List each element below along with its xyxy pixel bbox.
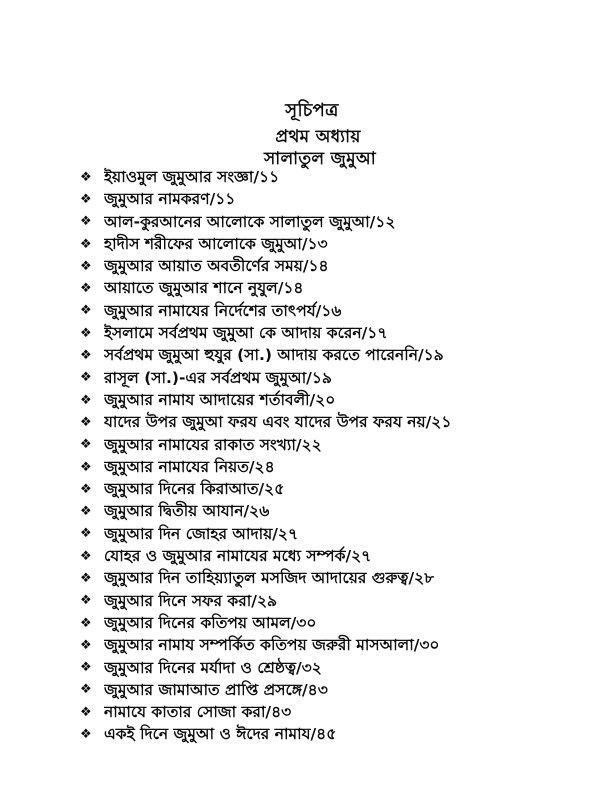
diamond-bullet-icon: ❖ (80, 348, 92, 364)
toc-entry (80, 723, 590, 745)
toc-entry-label: হাদীস শরীফের আলোকে জুমুআ/১৩ (104, 234, 328, 253)
toc-entry-label: জুমুআর দিনের মর্যাদা ও শ্রেষ্ঠত্ব/৩২ (104, 658, 322, 677)
toc-entry (80, 233, 590, 255)
toc-entry (80, 300, 590, 322)
toc-entry (80, 701, 590, 723)
toc-entry (80, 634, 590, 656)
toc-entry (80, 411, 590, 433)
toc-entry (80, 456, 590, 478)
toc-entry (80, 500, 590, 522)
toc-entry (80, 590, 590, 612)
diamond-bullet-icon: ❖ (80, 191, 92, 207)
toc-entry-label: জুমুআর দিন তাহিয়্যাতুল মসজিদ আদায়ের গুরুত্ব/২৮ (104, 569, 435, 588)
toc-entry (80, 434, 590, 456)
toc-entry-label: সর্বপ্রথম জুমুআ হুযুর (সা.) আদায় করতে পারেননি/১৯ (104, 346, 444, 365)
toc-entry-label: নামাযে কাতার সোজা করা/৪৩ (104, 703, 292, 722)
diamond-bullet-icon: ❖ (80, 660, 92, 676)
diamond-bullet-icon: ❖ (80, 258, 92, 274)
toc-entry-label: আয়াতে জুমুআর শানে নুযুল/১৪ (104, 279, 304, 298)
toc-entry-label: জুমুআর দিন জোহর আদায়/২৭ (104, 524, 299, 543)
toc-entry-label: জুমুআর দিনের কিরাআত/২৫ (104, 480, 285, 499)
toc-entry-label: ইয়াওমুল জুমুআর সংজ্ঞা/১১ (104, 168, 280, 186)
toc-entry (80, 612, 590, 634)
diamond-bullet-icon: ❖ (80, 169, 92, 185)
toc-entry (80, 567, 590, 589)
diamond-bullet-icon: ❖ (80, 727, 92, 743)
diamond-bullet-icon: ❖ (80, 214, 92, 230)
diamond-bullet-icon: ❖ (80, 325, 92, 341)
toc-entry (80, 679, 590, 701)
toc-entry-label: জুমুআর নামায সম্পর্কিত কতিপয় জরুরী মাসআলা/৩০ (104, 636, 440, 655)
diamond-bullet-icon: ❖ (80, 682, 92, 698)
toc-entry (80, 389, 590, 411)
toc-entry (80, 478, 590, 500)
toc-entry-label: যোহর ও জুমুআর নামাযের মধ্যে সম্পর্ক/২৭ (104, 547, 372, 566)
toc-entry (80, 657, 590, 679)
toc-entry-label: জুমুআর নামায আদায়ের শর্তাবলী/২০ (104, 390, 336, 409)
toc-entry (80, 545, 590, 567)
diamond-bullet-icon: ❖ (80, 437, 92, 453)
diamond-bullet-icon: ❖ (80, 704, 92, 720)
diamond-bullet-icon: ❖ (80, 504, 92, 520)
diamond-bullet-icon: ❖ (80, 615, 92, 631)
diamond-bullet-icon: ❖ (80, 414, 92, 430)
diamond-bullet-icon: ❖ (80, 570, 92, 586)
diamond-bullet-icon: ❖ (80, 370, 92, 386)
toc-entry (80, 255, 590, 277)
toc-entry (80, 322, 590, 344)
toc-entry-label: জুমুআর নামাযের রাকাত সংখ্যা/২২ (104, 435, 322, 454)
toc-entry (80, 523, 590, 545)
toc-entry (80, 277, 590, 299)
page-title: সূচিপত্র (285, 100, 339, 121)
toc-entry-label: রাসূল (সা.)-এর সর্বপ্রথম জুমুআ/১৯ (104, 368, 332, 387)
toc-entry (80, 166, 590, 188)
toc-entry-label: আল-কুরআনের আলোকে সালাতুল জুমুআ/১২ (104, 212, 396, 231)
toc-entry-label: জুমুআর জামাআত প্রাপ্তি প্রসঙ্গে/৪৩ (104, 680, 328, 699)
diamond-bullet-icon: ❖ (80, 593, 92, 609)
toc-entry (80, 188, 590, 210)
toc-entry-label: জুমুআর দিনের কতিপয় আমল/৩০ (104, 613, 317, 632)
diamond-bullet-icon: ❖ (80, 392, 92, 408)
section-heading: সালাতুল জুমুআ (264, 149, 376, 169)
diamond-bullet-icon: ❖ (80, 303, 92, 319)
toc-entry-label: জুমুআর দ্বিতীয় আযান/২৬ (104, 502, 270, 521)
diamond-bullet-icon: ❖ (80, 481, 92, 497)
toc-entry-label: জুমুআর নামাযের নির্দেশের তাৎপর্য/১৬ (104, 301, 342, 320)
toc-entry-label: ইসলামে সর্বপ্রথম জুমুআ কে আদায় করেন/১৭ (104, 324, 388, 343)
toc-entry (80, 367, 590, 389)
diamond-bullet-icon: ❖ (80, 281, 92, 297)
diamond-bullet-icon: ❖ (80, 459, 92, 475)
toc-entry (80, 344, 590, 366)
diamond-bullet-icon: ❖ (80, 526, 92, 542)
toc-entry-label: জুমুআর নামাযের নিয়ত/২৪ (104, 457, 275, 476)
toc-entry (80, 211, 590, 233)
diamond-bullet-icon: ❖ (80, 236, 92, 252)
toc-entry-label: জুমুআর আয়াত অবতীর্ণের সময়/১৪ (104, 257, 329, 276)
diamond-bullet-icon: ❖ (80, 548, 92, 564)
diamond-bullet-icon: ❖ (80, 637, 92, 653)
table-of-contents (80, 166, 590, 746)
toc-entry-label: যাদের উপর জুমুআ ফরয এবং যাদের উপর ফরয নয়/২১ (104, 413, 452, 432)
toc-entry-label: জুমুআর দিনে সফর করা/২৯ (104, 591, 278, 610)
toc-entry-label: একই দিনে জুমুআ ও ঈদের নামায/৪৫ (104, 725, 337, 744)
chapter-heading: প্রথম অধ্যায় (275, 127, 361, 147)
toc-entry-label: জুমুআর নামকরণ/১১ (104, 190, 236, 209)
